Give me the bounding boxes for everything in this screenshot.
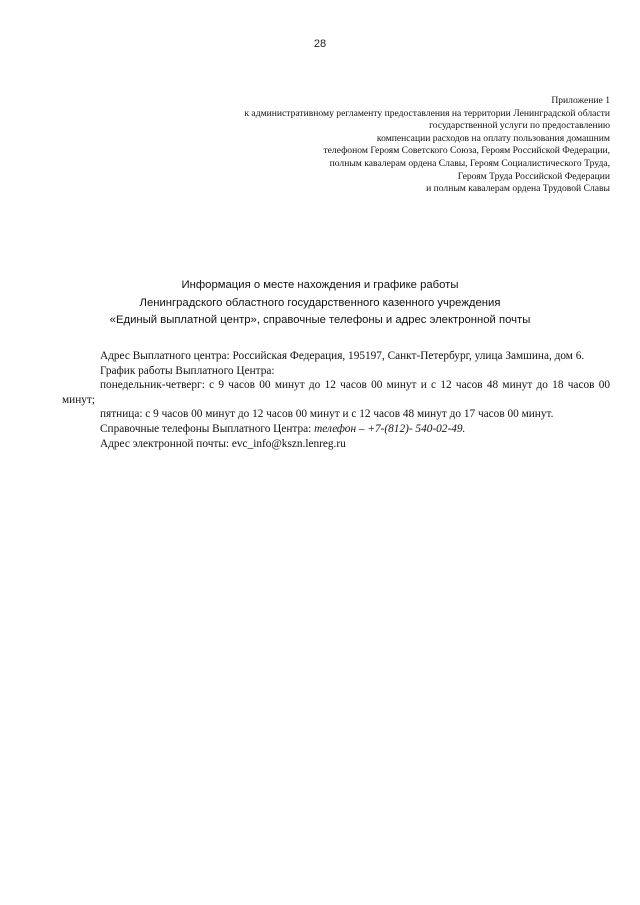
email-paragraph: Адрес электронной почты: evc_info@kszn.lenreg.ru xyxy=(100,437,346,450)
appendix-line: государственной услуги по предоставлению xyxy=(429,120,610,132)
appendix-line: компенсации расходов на оплату пользования домашним xyxy=(376,132,610,144)
heading-line: «Единый выплатной центр», справочные телефоны и адрес электронной почты xyxy=(109,314,531,326)
appendix-header xyxy=(170,95,610,196)
appendix-line: к административному регламенту предоставления на территории Ленинградской области xyxy=(244,107,610,119)
section-heading xyxy=(0,277,640,330)
appendix-line: телефоном Героям Советского Союза, Героям Российской Федерации, xyxy=(323,145,610,157)
heading-line: Информация о месте нахождения и графике работы xyxy=(181,279,459,291)
page-number: 28 xyxy=(313,38,327,50)
address-paragraph: Адрес Выплатного центра: Российская Федерация, 195197, Санкт-Петербург, улица Замшина, дом 6. xyxy=(100,350,585,362)
heading-line: Ленинградского областного государственного казенного учреждения xyxy=(139,296,501,309)
phones-paragraph xyxy=(62,422,610,437)
schedule-friday: пятница: с 9 часов 00 минут до 12 часов 00 минут и с 12 часов 48 минут до 17 часов 00 минут. xyxy=(100,408,554,421)
phones-value: телефон – +7-(812)- 540-02-49. xyxy=(314,422,466,435)
schedule-mon-thu: понедельник-четверг: с 9 часов 00 минут до 12 часов 00 минут и с 12 часов 48 минут до 18 часов 00 минут; xyxy=(62,379,610,406)
phones-label: Справочные телефоны Выплатного Центра: xyxy=(100,422,315,435)
appendix-line: полным кавалерам ордена Славы, Героям Социалистического Труда, xyxy=(329,157,610,169)
appendix-line: Героям Труда Российской Федерации xyxy=(457,170,610,182)
body-content xyxy=(62,349,610,451)
appendix-line: и полным кавалерам ордена Трудовой Славы xyxy=(426,183,610,195)
appendix-title: Приложение 1 xyxy=(551,95,610,106)
schedule-title: График работы Выплатного Центра: xyxy=(100,364,275,377)
